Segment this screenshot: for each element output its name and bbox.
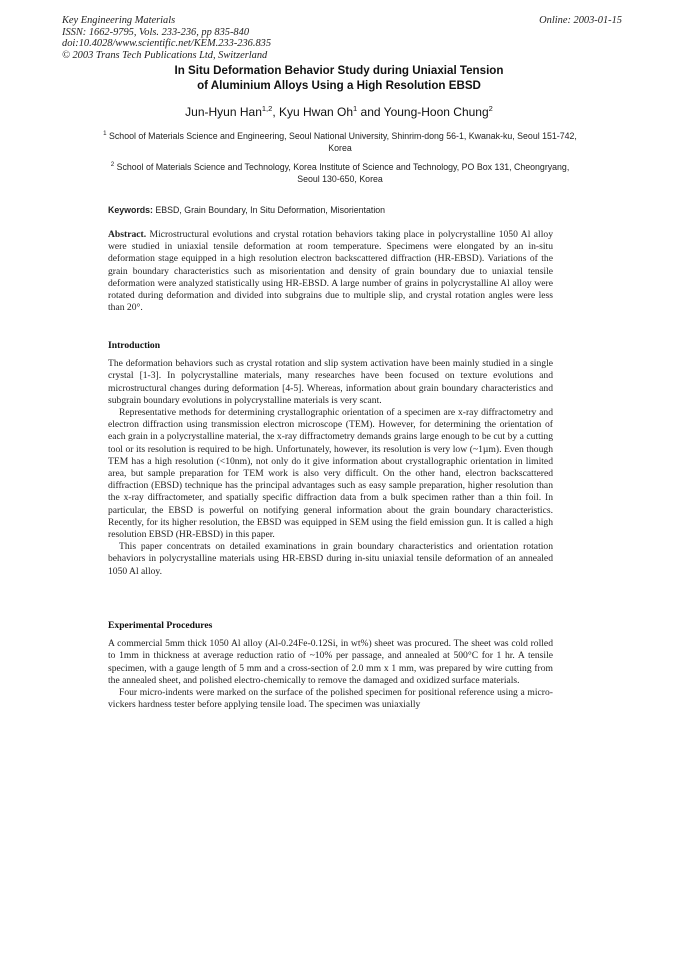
- paragraph: A commercial 5mm thick 1050 Al alloy (Al-0.24Fe-0.12Si, in wt%) sheet was procured. The sheet was cold rolled to 1mm in thickness at average reduction ratio of ~10% per passage, and annealed at 500°C for 1 hr. A tensile specimen, with a gauge length of 5 mm and a cross-section of 2.0 mm x 1 mm, was prepared by wire cutting from the annealed sheet, and polished electro-chemically to remove the damaged and oxidized surface materials.: [108, 638, 553, 686]
- paper-title: [62, 64, 616, 93]
- keywords: [108, 205, 578, 215]
- abstract-section: [108, 229, 553, 314]
- introduction-section: [108, 340, 553, 578]
- journal-copyright: © 2003 Trans Tech Publications Ltd, Switzerland: [62, 49, 268, 61]
- keywords-label: Keywords:: [108, 205, 153, 215]
- abstract-text: Microstructural evolutions and crystal rotation behaviors taking place in polycrystalline 1050 Al alloy were studied in uniaxial tensile deformation at room temperature. Specimens were elongated by an in-situ deformation stage equipped in a high resolution electron backscattered diffraction (HR-EBSD). Variations of the grain boundary characteristics such as misorientation and density of grain boundary due to uniaxial tensile deformation were analyzed statistically using HR-EBSD. A large number of grains in polycrystalline Al alloy were rotated during deformation and divided into subgrains due to multiple slip, and crystal rotation angles were less than 20°.: [108, 229, 553, 314]
- author-affiliation-mark: 2: [488, 104, 493, 113]
- author-name: Jun-Hyun Han: [185, 105, 262, 119]
- affiliation-mark: 2: [110, 161, 115, 168]
- affiliation-text: School of Materials Science and Technology, Korea Institute of Science and Technology, PO Box 131, Cheongryang, Seoul 130-650, Korea: [114, 161, 570, 184]
- author-affiliation-mark: 1,2: [261, 104, 273, 113]
- paragraph: The deformation behaviors such as crystal rotation and slip system activation have been mainly studied in a single crystal [1-3]. In polycrystalline materials, many researches have been focused on texture evolutions and microstructural changes during deformation [4-5]. Whereas, information about grain boundary characteristics and subgrain boundary evolutions in polycrystalline materials is very scant.: [108, 358, 553, 406]
- journal-issn: ISSN: 1662-9795, Vols. 233-236, pp 835-840: [62, 26, 250, 38]
- affiliation-1: [100, 128, 580, 154]
- author-name: and Young-Hoon Chung: [357, 105, 489, 119]
- journal-info: [62, 15, 622, 61]
- author-name: , Kyu Hwan Oh: [272, 105, 354, 119]
- paragraph: Representative methods for determining crystallographic orientation of a specimen are x-ray diffractometry and electron diffraction using transmission electron microscope (TEM). However, for determining the orientation of each grain in a polycrystalline material, the x-ray diffractometry demands grains large enough to be cut by a cutting tool or its resolution is required to be high. Unfortunately, however, its resolution is very low (~1µm). Even though TEM has a high resolution (<10nm), not only do it give information about crystallographic orientation in limited area, but sample preparation for TEM work is also very difficult. On the other hand, electron backscattered diffraction (EBSD) technique has the principal advantages such as easy sample preparation, higher resolution than the x-ray diffractometer, and spatially specific diffraction data from a bulk specimen rather than a thin foil. In particular, the EBSD is powerful on notifying general information about the grain boundary characteristics. Recently, for its higher resolution, the EBSD was equipped in SEM using the field emission gun. It is called a high resolution EBSD (HR-EBSD) in this paper.: [108, 407, 553, 541]
- affiliation-2: [100, 159, 580, 185]
- journal-name: Key Engineering Materials: [62, 15, 176, 26]
- affiliation-mark: 1: [103, 130, 107, 137]
- paragraph: This paper concentrats on detailed examinations in grain boundary characteristics and orientation rotation behaviors in polycrystalline materials using HR-EBSD during in-situ uniaxial tensile deformation of an annealed 1050 Al alloy.: [108, 541, 553, 577]
- author-affiliation-mark: 1: [353, 104, 358, 113]
- section-heading: Experimental Procedures: [108, 620, 213, 631]
- title-line: In Situ Deformation Behavior Study during Uniaxial Tension: [174, 64, 504, 77]
- online-date: Online: 2003-01-15: [539, 15, 622, 26]
- affiliation-text: School of Materials Science and Engineering, Seoul National University, Shinrim-dong 56-1, Kwanak-ku, Seoul 151-742, Korea: [106, 130, 577, 153]
- section-heading: Introduction: [108, 340, 161, 351]
- title-line: of Aluminium Alloys Using a High Resolution EBSD: [197, 78, 481, 92]
- keywords-text: EBSD, Grain Boundary, In Situ Deformation, Misorientation: [152, 205, 386, 215]
- journal-doi[interactable]: doi:10.4028/www.scientific.net/KEM.233-236.835: [62, 38, 272, 49]
- abstract-label: Abstract.: [108, 229, 147, 240]
- paragraph: Four micro-indents were marked on the surface of the polished specimen for positional reference using a micro-vickers hardness tester before applying tensile load. The specimen was uniaxially: [108, 687, 553, 711]
- experimental-section: [108, 620, 553, 711]
- author-list: [62, 104, 616, 119]
